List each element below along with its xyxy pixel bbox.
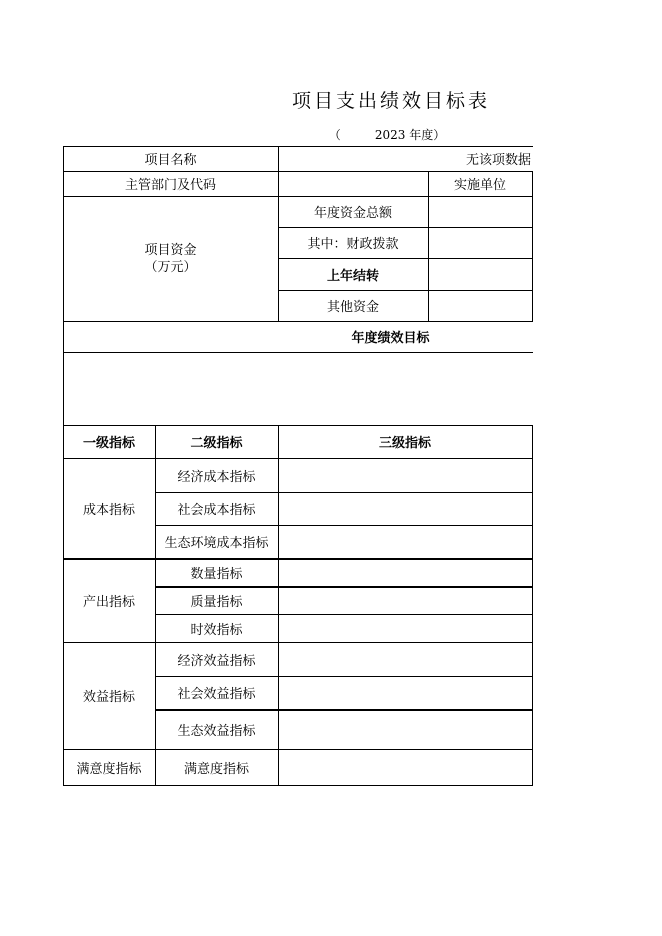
carryover-value[interactable] bbox=[428, 258, 532, 290]
indicator-social-cost: 社会成本指标 bbox=[177, 503, 256, 518]
project-funds-label bbox=[63, 196, 278, 321]
impl-unit-label: 实施单位 bbox=[453, 178, 506, 193]
indicator-satisfaction: 满意度指标 bbox=[183, 761, 249, 777]
funds-label-line2: （万元） bbox=[144, 259, 197, 275]
indicator-eco-benefit: 生态效益指标 bbox=[177, 723, 256, 739]
other-funds-value[interactable] bbox=[428, 290, 532, 321]
annual-goals-content[interactable] bbox=[63, 352, 533, 425]
year-open: （ bbox=[328, 128, 341, 142]
group-satisfaction: 满意度指标 bbox=[76, 761, 142, 777]
level3-economic-cost[interactable] bbox=[278, 458, 532, 492]
level3-quality[interactable] bbox=[278, 586, 532, 614]
level1-header: 一级指标 bbox=[82, 436, 135, 451]
indicator-eco-env-cost: 生态环境成本指标 bbox=[164, 536, 269, 551]
funds-label-line1: 项目资金 bbox=[144, 242, 197, 258]
level2-header: 二级指标 bbox=[190, 436, 243, 451]
indicator-quality: 质量指标 bbox=[190, 594, 243, 610]
level3-eco-env-cost[interactable] bbox=[278, 525, 532, 558]
indicator-economic-benefit: 经济效益指标 bbox=[177, 653, 256, 669]
dept-value[interactable] bbox=[278, 171, 428, 196]
annual-total-label: 年度资金总额 bbox=[313, 206, 392, 221]
project-name-label: 项目名称 bbox=[144, 153, 197, 168]
level3-eco-benefit[interactable] bbox=[278, 709, 532, 749]
indicator-timeliness: 时效指标 bbox=[190, 622, 243, 638]
indicator-economic-cost: 经济成本指标 bbox=[177, 469, 256, 485]
indicator-social-benefit: 社会效益指标 bbox=[177, 687, 256, 702]
level3-timeliness[interactable] bbox=[278, 614, 532, 642]
group-benefit: 效益指标 bbox=[82, 690, 135, 705]
level3-social-benefit[interactable] bbox=[278, 676, 532, 709]
indicator-quantity: 数量指标 bbox=[190, 566, 243, 582]
year-suffix: 年度） bbox=[409, 128, 446, 142]
carryover-label: 上年结转 bbox=[326, 268, 379, 284]
dept-label: 主管部门及代码 bbox=[124, 178, 216, 193]
group-output: 产出指标 bbox=[82, 594, 135, 610]
annual-goals-label: 年度绩效目标 bbox=[351, 331, 430, 346]
level3-quantity[interactable] bbox=[278, 558, 532, 586]
annual-total-value[interactable] bbox=[428, 196, 532, 227]
fiscal-label: 其中：财政拨款 bbox=[307, 237, 399, 252]
level3-satisfaction[interactable] bbox=[278, 749, 532, 785]
level3-social-cost[interactable] bbox=[278, 492, 532, 525]
fiscal-value[interactable] bbox=[428, 227, 532, 258]
other-funds-label: 其他资金 bbox=[326, 300, 379, 315]
year-line bbox=[0, 126, 662, 143]
level3-economic-benefit[interactable] bbox=[278, 642, 532, 676]
project-name-value: 无该项数据 bbox=[465, 153, 531, 168]
year-value: 2023 bbox=[374, 128, 406, 142]
page-title: 项目支出绩效目标表 bbox=[291, 90, 490, 112]
level3-header: 三级指标 bbox=[378, 436, 431, 451]
group-cost: 成本指标 bbox=[82, 502, 135, 518]
